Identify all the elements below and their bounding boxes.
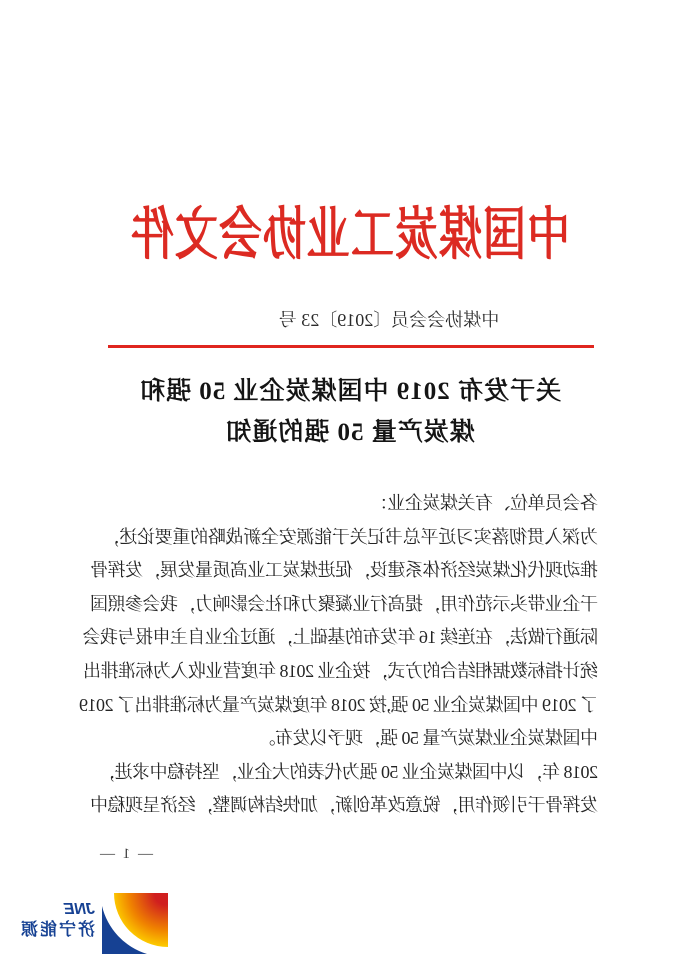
notice-title-line1: 关于发布 2019 中国煤炭企业 50 强和 [139, 378, 562, 405]
letterhead-org-title [0, 190, 700, 267]
body-line: 统计指标数据相结合的方式，按企业 2018 年度营业收入为标准排出 [83, 660, 598, 681]
notice-body [79, 487, 598, 823]
body-line: 发挥骨干引领作用，锐意改革创新，加快结构调整，经济呈现稳中 [90, 795, 598, 816]
body-line: 为深入贯彻落实习近平总书记关于能源安全新战略的重要论述， [102, 526, 598, 547]
letterhead-divider [108, 345, 594, 348]
body-line: 各会员单位、有关煤炭企业： [370, 493, 598, 513]
page-number: — 1 — [98, 846, 153, 862]
jne-logo [12, 891, 168, 959]
sun-gradient-shape [114, 893, 168, 947]
document-number: 中煤协会会员〔2019〕23 号 [278, 310, 500, 330]
jne-logo-name: 济宁能源 [19, 920, 95, 939]
jne-logo-abbr: JNE [63, 901, 95, 918]
jne-logo-mark-icon [100, 893, 168, 957]
body-line: 2018 年，以中国煤炭企业 50 强为代表的大企业，坚持稳中求进， [97, 761, 598, 782]
notice-title [0, 371, 700, 453]
body-line: 了 2019 中国煤炭企业 50 强,按 2018 年度煤炭产量为标准排出了 2019 [79, 694, 598, 715]
body-line: 干企业带头示范作用，提高行业凝聚力和社会影响力，我会参照国 [90, 593, 598, 614]
letterhead-org-title-text: 中国煤炭工业协会文件 [130, 204, 570, 267]
body-line: 推动现代化煤炭经济体系建设，促进煤炭工业高质量发展，发挥骨 [90, 560, 598, 581]
jne-logo-text [19, 891, 95, 941]
body-line: 际通行做法，在连续 16 年发布的基础上，通过企业自主申报与我会 [83, 627, 598, 648]
body-line: 中国煤炭企业煤炭产量 50 强，现予以发布。 [258, 728, 598, 749]
notice-title-line2: 煤炭产量 50 强的通知 [225, 419, 475, 446]
